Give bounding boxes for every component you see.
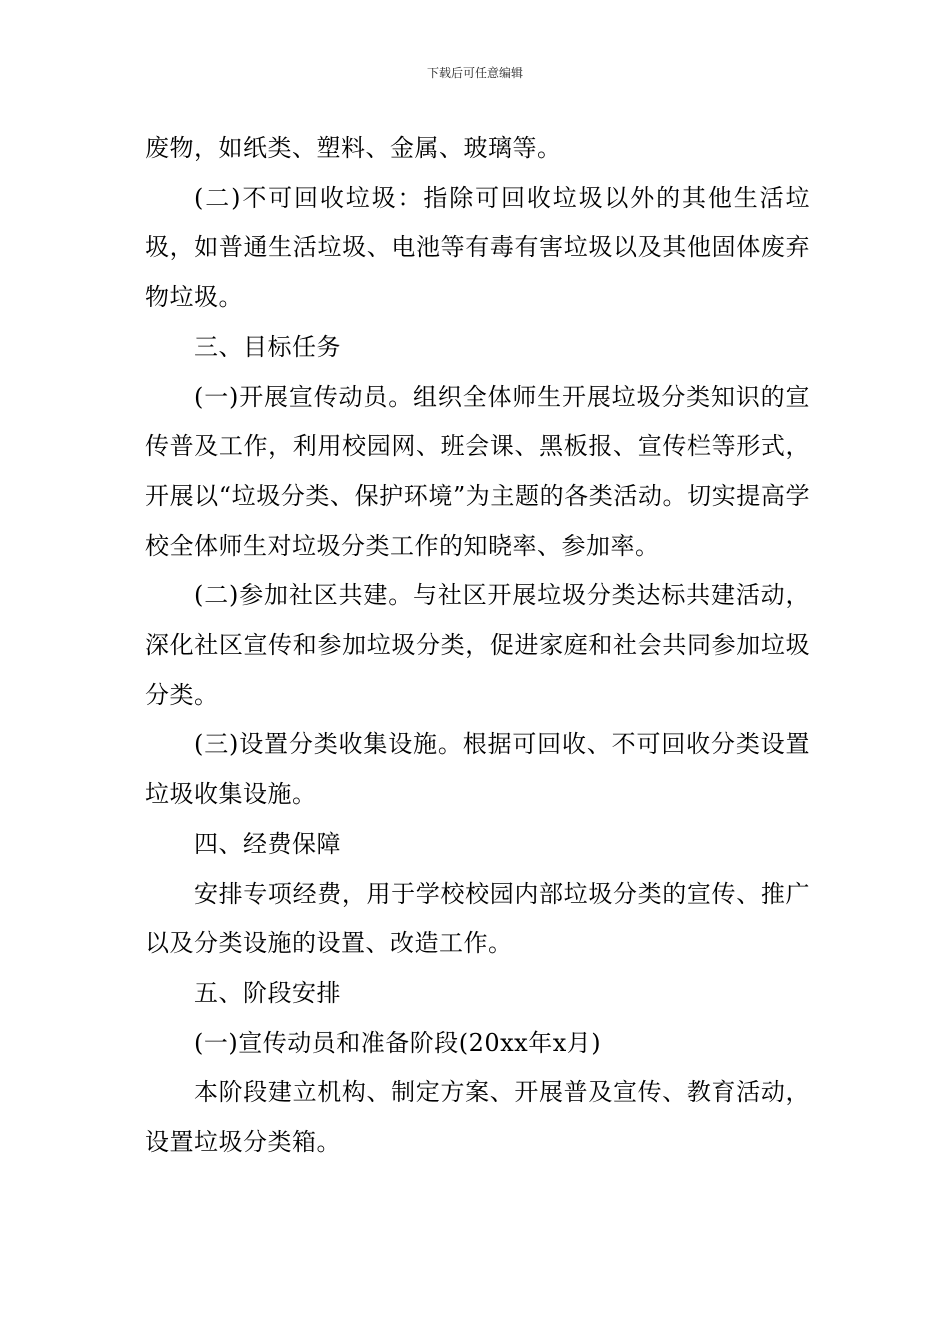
section-heading-goals: 三、目标任务	[194, 332, 341, 361]
paragraph-funding: 安排专项经费，用于学校校园内部垃圾分类的宣传、推广以及分类设施的设置、改造工作。	[145, 879, 810, 958]
paragraph-stage-one-title: (一)宣传动员和准备阶段(20xx年x月)	[194, 1028, 602, 1057]
document-body	[145, 124, 810, 1168]
paragraph-stage-one-detail: 本阶段建立机构、制定方案、开展普及宣传、教育活动，设置垃圾分类箱。	[145, 1078, 810, 1157]
paragraph-publicity: (一)开展宣传动员。组织全体师生开展垃圾分类知识的宣传普及工作，利用校园网、班会课、黑板报、宣传栏等形式，开展以“垃圾分类、保护环境”为主题的各类活动。切实提高学校全体师生对垃圾分类工作的知晓率、参加率。	[145, 382, 810, 560]
paragraph-non-recyclable: (二)不可回收垃圾：指除可回收垃圾以外的其他生活垃圾，如普通生活垃圾、电池等有毒有害垃圾以及其他固体废弃物垃圾。	[145, 183, 810, 312]
paragraph-community: (二)参加社区共建。与社区开展垃圾分类达标共建活动，深化社区宣传和参加垃圾分类，促进家庭和社会共同参加垃圾分类。	[145, 581, 810, 709]
paragraph-continuation: 废物，如纸类、塑料、金属、玻璃等。	[145, 134, 562, 162]
paragraph-facilities: (三)设置分类收集设施。根据可回收、不可回收分类设置垃圾收集设施。	[145, 730, 810, 809]
page-header: 下载后可任意编辑	[426, 66, 523, 80]
section-heading-stages: 五、阶段安排	[194, 978, 341, 1007]
section-heading-funding: 四、经费保障	[194, 829, 341, 858]
